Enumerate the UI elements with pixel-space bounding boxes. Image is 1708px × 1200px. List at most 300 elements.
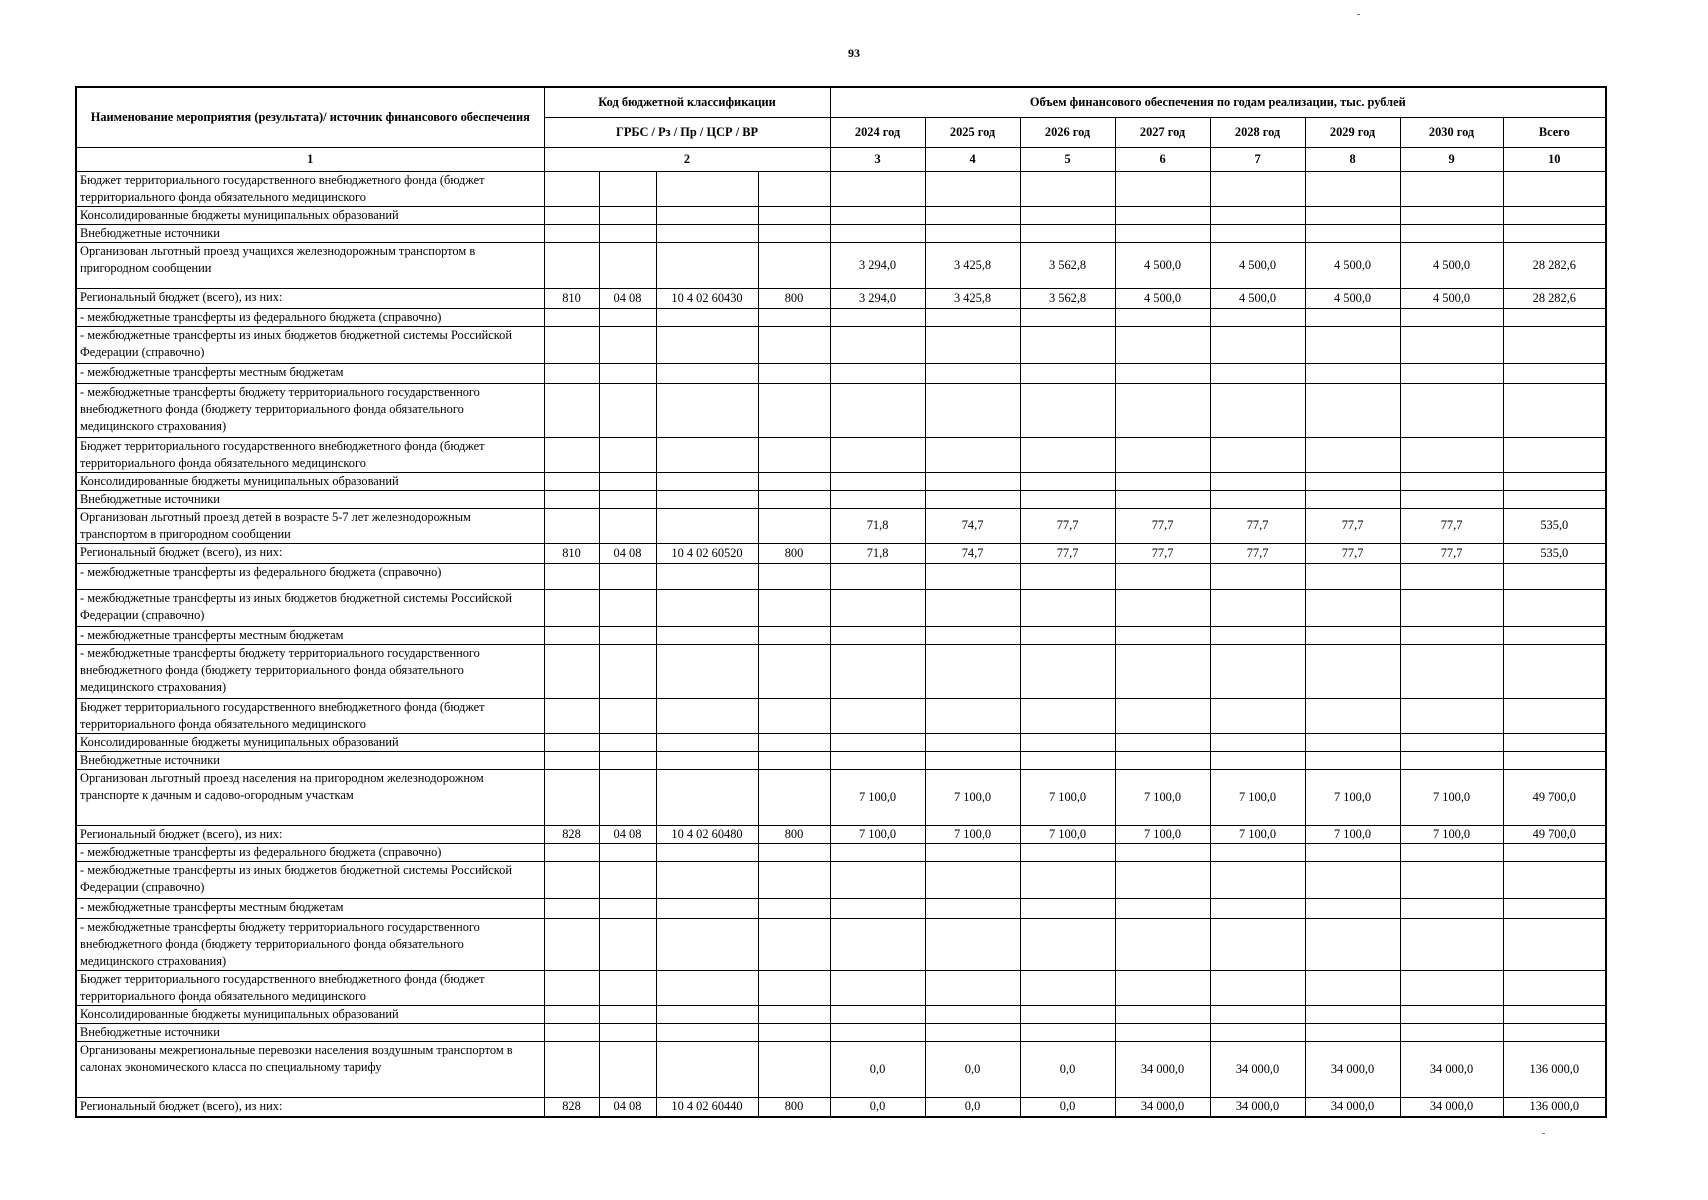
year-value-cell [830, 970, 925, 1005]
year-value-cell [1020, 472, 1115, 490]
total-cell [1503, 363, 1606, 383]
year-value-cell [830, 698, 925, 733]
column-number: 8 [1305, 147, 1400, 171]
year-value-cell: 3 425,8 [925, 242, 1020, 288]
year-value-cell [1400, 326, 1503, 363]
csr-code [656, 490, 758, 508]
row-name: Региональный бюджет (всего), из них: [76, 543, 544, 563]
year-value-cell: 77,7 [1305, 508, 1400, 543]
grbs-code [544, 508, 599, 543]
year-value-cell: 3 294,0 [830, 242, 925, 288]
csr-code [656, 472, 758, 490]
year-value-cell: 3 562,8 [1020, 242, 1115, 288]
year-value-cell [1400, 861, 1503, 898]
year-value-cell [1115, 326, 1210, 363]
year-value-cell [1305, 224, 1400, 242]
table-row [76, 861, 1606, 898]
grbs-code [544, 733, 599, 751]
csr-code [656, 308, 758, 326]
year-value-cell [1115, 626, 1210, 644]
year-value-cell: 74,7 [925, 508, 1020, 543]
total-cell [1503, 644, 1606, 698]
vr-code [758, 898, 830, 918]
year-value-cell: 0,0 [830, 1097, 925, 1117]
year-value-cell [1020, 751, 1115, 769]
vr-code [758, 918, 830, 970]
year-value-cell: 77,7 [1020, 508, 1115, 543]
grbs-code [544, 1041, 599, 1097]
grbs-code [544, 383, 599, 437]
total-cell [1503, 171, 1606, 206]
rz-pr-code [599, 1041, 656, 1097]
table-row [76, 363, 1606, 383]
grbs-code [544, 490, 599, 508]
rz-pr-code [599, 1005, 656, 1023]
year-value-cell [1020, 970, 1115, 1005]
year-value-cell [925, 970, 1020, 1005]
csr-code [656, 970, 758, 1005]
year-value-cell [1115, 733, 1210, 751]
year-value-cell [830, 589, 925, 626]
year-value-cell: 0,0 [830, 1041, 925, 1097]
year-value-cell [925, 1023, 1020, 1041]
year-value-cell: 7 100,0 [1400, 825, 1503, 843]
total-cell [1503, 751, 1606, 769]
table-row [76, 698, 1606, 733]
header-row-1 [76, 87, 1606, 117]
year-value-cell [1400, 1023, 1503, 1041]
year-value-cell: 4 500,0 [1305, 242, 1400, 288]
grbs-code [544, 206, 599, 224]
column-number: 7 [1210, 147, 1305, 171]
row-name: - межбюджетные трансферты бюджету территориального государственного внебюджетного фонда (бюджету территориального фонда обязательного медицинского страхования) [76, 644, 544, 698]
year-value-cell [925, 490, 1020, 508]
year-value-cell [830, 843, 925, 861]
year-value-cell [1020, 1005, 1115, 1023]
year-value-cell: 7 100,0 [1210, 825, 1305, 843]
grbs-code [544, 1005, 599, 1023]
year-value-cell [1210, 1005, 1305, 1023]
vr-code [758, 508, 830, 543]
year-value-cell: 7 100,0 [925, 769, 1020, 825]
table-row [76, 242, 1606, 288]
year-value-cell [1210, 363, 1305, 383]
total-cell: 28 282,6 [1503, 242, 1606, 288]
grbs-code [544, 326, 599, 363]
total-cell: 49 700,0 [1503, 769, 1606, 825]
grbs-code [544, 898, 599, 918]
table-row [76, 383, 1606, 437]
rz-pr-code [599, 224, 656, 242]
rz-pr-code [599, 626, 656, 644]
year-value-cell [1305, 626, 1400, 644]
vr-code: 800 [758, 288, 830, 308]
rz-pr-code: 04 08 [599, 1097, 656, 1117]
year-value-cell [1115, 970, 1210, 1005]
csr-code: 10 4 02 60520 [656, 543, 758, 563]
vr-code [758, 644, 830, 698]
rz-pr-code [599, 363, 656, 383]
grbs-code [544, 861, 599, 898]
year-value-cell: 34 000,0 [1115, 1097, 1210, 1117]
year-value-cell [1020, 626, 1115, 644]
row-name: - межбюджетные трансферты местным бюджетам [76, 363, 544, 383]
header-year: 2027 год [1115, 117, 1210, 147]
year-value-cell [1115, 898, 1210, 918]
year-value-cell [1115, 363, 1210, 383]
year-value-cell [1400, 490, 1503, 508]
rz-pr-code [599, 861, 656, 898]
csr-code: 10 4 02 60480 [656, 825, 758, 843]
rz-pr-code [599, 751, 656, 769]
grbs-code [544, 472, 599, 490]
table-row [76, 825, 1606, 843]
row-name: - межбюджетные трансферты из федерального бюджета (справочно) [76, 308, 544, 326]
year-value-cell [925, 563, 1020, 589]
year-value-cell: 34 000,0 [1305, 1041, 1400, 1097]
grbs-code: 810 [544, 543, 599, 563]
year-value-cell [1400, 626, 1503, 644]
year-value-cell [1400, 589, 1503, 626]
row-name: Бюджет территориального государственного внебюджетного фонда (бюджет территориального фонда обязательного медицинского [76, 171, 544, 206]
year-value-cell: 7 100,0 [830, 769, 925, 825]
column-number: 10 [1503, 147, 1606, 171]
table-row [76, 589, 1606, 626]
year-value-cell [925, 383, 1020, 437]
vr-code [758, 171, 830, 206]
csr-code [656, 1005, 758, 1023]
year-value-cell [1020, 383, 1115, 437]
year-value-cell [1210, 626, 1305, 644]
table-row [76, 751, 1606, 769]
grbs-code [544, 970, 599, 1005]
year-value-cell: 34 000,0 [1210, 1041, 1305, 1097]
year-value-cell: 71,8 [830, 508, 925, 543]
grbs-code: 828 [544, 825, 599, 843]
year-value-cell [1020, 918, 1115, 970]
year-value-cell [1305, 589, 1400, 626]
year-value-cell [830, 626, 925, 644]
rz-pr-code [599, 843, 656, 861]
year-value-cell [1210, 644, 1305, 698]
year-value-cell: 7 100,0 [1305, 825, 1400, 843]
year-value-cell: 7 100,0 [1400, 769, 1503, 825]
year-value-cell: 7 100,0 [1305, 769, 1400, 825]
rz-pr-code [599, 308, 656, 326]
rz-pr-code [599, 644, 656, 698]
year-value-cell [1115, 563, 1210, 589]
grbs-code [544, 437, 599, 472]
csr-code [656, 206, 758, 224]
year-value-cell [1020, 861, 1115, 898]
year-value-cell [1400, 224, 1503, 242]
table-row [76, 206, 1606, 224]
year-value-cell: 34 000,0 [1115, 1041, 1210, 1097]
header-row-numbers [76, 147, 1606, 171]
rz-pr-code [599, 563, 656, 589]
year-value-cell [925, 918, 1020, 970]
vr-code [758, 698, 830, 733]
year-value-cell [1305, 437, 1400, 472]
table-row [76, 326, 1606, 363]
row-name: Бюджет территориального государственного внебюджетного фонда (бюджет территориального фонда обязательного медицинского [76, 970, 544, 1005]
csr-code [656, 589, 758, 626]
year-value-cell: 77,7 [1400, 508, 1503, 543]
year-value-cell [1020, 437, 1115, 472]
total-cell: 535,0 [1503, 508, 1606, 543]
total-cell [1503, 437, 1606, 472]
year-value-cell [1115, 589, 1210, 626]
total-cell [1503, 1005, 1606, 1023]
year-value-cell: 77,7 [1210, 543, 1305, 563]
year-value-cell [830, 898, 925, 918]
csr-code [656, 698, 758, 733]
year-value-cell [1210, 970, 1305, 1005]
row-name: - межбюджетные трансферты из иных бюджетов бюджетной системы Российской Федерации (справочно) [76, 589, 544, 626]
total-cell: 136 000,0 [1503, 1097, 1606, 1117]
header-year: 2025 год [925, 117, 1020, 147]
year-value-cell [925, 363, 1020, 383]
year-value-cell [1400, 1005, 1503, 1023]
rz-pr-code: 04 08 [599, 288, 656, 308]
year-value-cell [1305, 898, 1400, 918]
year-value-cell [1305, 644, 1400, 698]
csr-code [656, 733, 758, 751]
csr-code: 10 4 02 60440 [656, 1097, 758, 1117]
year-value-cell [1400, 751, 1503, 769]
header-year: 2030 год [1400, 117, 1503, 147]
table-row [76, 171, 1606, 206]
year-value-cell: 0,0 [1020, 1097, 1115, 1117]
vr-code [758, 206, 830, 224]
row-name: Бюджет территориального государственного внебюджетного фонда (бюджет территориального фонда обязательного медицинского [76, 437, 544, 472]
year-value-cell: 3 425,8 [925, 288, 1020, 308]
year-value-cell [1020, 363, 1115, 383]
table-row [76, 733, 1606, 751]
year-value-cell [1115, 224, 1210, 242]
vr-code [758, 308, 830, 326]
table-row [76, 288, 1606, 308]
grbs-code [544, 1023, 599, 1041]
year-value-cell [1210, 751, 1305, 769]
year-value-cell [1020, 589, 1115, 626]
vr-code [758, 437, 830, 472]
year-value-cell [830, 206, 925, 224]
year-value-cell [1400, 171, 1503, 206]
csr-code [656, 861, 758, 898]
column-number: 5 [1020, 147, 1115, 171]
year-value-cell: 77,7 [1115, 543, 1210, 563]
column-number: 2 [544, 147, 830, 171]
rz-pr-code [599, 472, 656, 490]
rz-pr-code [599, 490, 656, 508]
year-value-cell [1210, 437, 1305, 472]
total-cell: 28 282,6 [1503, 288, 1606, 308]
grbs-code [544, 843, 599, 861]
year-value-cell [1020, 644, 1115, 698]
row-name: - межбюджетные трансферты бюджету территориального государственного внебюджетного фонда (бюджету территориального фонда обязательного медицинского страхования) [76, 383, 544, 437]
vr-code [758, 363, 830, 383]
table-row [76, 843, 1606, 861]
rz-pr-code [599, 171, 656, 206]
column-number: 4 [925, 147, 1020, 171]
year-value-cell: 77,7 [1305, 543, 1400, 563]
year-value-cell [1115, 308, 1210, 326]
grbs-code [544, 224, 599, 242]
total-cell [1503, 206, 1606, 224]
year-value-cell: 0,0 [925, 1097, 1020, 1117]
year-value-cell [1305, 171, 1400, 206]
year-value-cell: 3 294,0 [830, 288, 925, 308]
row-name: - межбюджетные трансферты из иных бюджетов бюджетной системы Российской Федерации (справочно) [76, 326, 544, 363]
grbs-code: 810 [544, 288, 599, 308]
grbs-code [544, 589, 599, 626]
year-value-cell [830, 733, 925, 751]
year-value-cell [1115, 644, 1210, 698]
rz-pr-code [599, 437, 656, 472]
year-value-cell: 34 000,0 [1400, 1097, 1503, 1117]
csr-code [656, 242, 758, 288]
year-value-cell [1305, 308, 1400, 326]
year-value-cell [1400, 363, 1503, 383]
year-value-cell: 7 100,0 [1020, 769, 1115, 825]
grbs-code [544, 751, 599, 769]
year-value-cell [1020, 224, 1115, 242]
year-value-cell [1020, 698, 1115, 733]
total-cell [1503, 326, 1606, 363]
table-body [76, 171, 1606, 1117]
csr-code [656, 437, 758, 472]
table-row [76, 308, 1606, 326]
year-value-cell [1115, 698, 1210, 733]
table-row [76, 769, 1606, 825]
year-value-cell [1305, 490, 1400, 508]
grbs-code [544, 308, 599, 326]
grbs-code [544, 363, 599, 383]
year-value-cell [1020, 490, 1115, 508]
year-value-cell [830, 363, 925, 383]
csr-code [656, 644, 758, 698]
year-value-cell [830, 308, 925, 326]
year-value-cell: 34 000,0 [1210, 1097, 1305, 1117]
header-volume-group: Объем финансового обеспечения по годам реализации, тыс. рублей [830, 87, 1606, 117]
row-name: Региональный бюджет (всего), из них: [76, 1097, 544, 1117]
year-value-cell [1305, 918, 1400, 970]
vr-code [758, 1041, 830, 1097]
year-value-cell [830, 563, 925, 589]
total-cell [1503, 843, 1606, 861]
year-value-cell: 7 100,0 [1115, 825, 1210, 843]
year-value-cell [1020, 171, 1115, 206]
year-value-cell [1400, 733, 1503, 751]
vr-code [758, 751, 830, 769]
row-name: - межбюджетные трансферты местным бюджетам [76, 626, 544, 644]
year-value-cell [1305, 363, 1400, 383]
vr-code [758, 970, 830, 1005]
year-value-cell [1210, 589, 1305, 626]
vr-code [758, 843, 830, 861]
year-value-cell [1020, 898, 1115, 918]
vr-code: 800 [758, 1097, 830, 1117]
year-value-cell [925, 437, 1020, 472]
page-number: 93 [848, 46, 860, 60]
year-value-cell [1210, 308, 1305, 326]
year-value-cell [830, 472, 925, 490]
year-value-cell [830, 383, 925, 437]
column-number: 3 [830, 147, 925, 171]
vr-code [758, 733, 830, 751]
csr-code [656, 363, 758, 383]
csr-code [656, 383, 758, 437]
year-value-cell: 77,7 [1115, 508, 1210, 543]
row-name: Региональный бюджет (всего), из них: [76, 288, 544, 308]
year-value-cell [1020, 733, 1115, 751]
csr-code [656, 918, 758, 970]
csr-code [656, 1023, 758, 1041]
grbs-code [544, 563, 599, 589]
year-value-cell: 77,7 [1210, 508, 1305, 543]
year-value-cell [1115, 751, 1210, 769]
year-value-cell: 74,7 [925, 543, 1020, 563]
header-year: 2028 год [1210, 117, 1305, 147]
vr-code [758, 769, 830, 825]
year-value-cell: 7 100,0 [925, 825, 1020, 843]
rz-pr-code [599, 206, 656, 224]
grbs-code [544, 769, 599, 825]
row-name: - межбюджетные трансферты бюджету территориального государственного внебюджетного фонда (бюджету территориального фонда обязательного медицинского страхования) [76, 918, 544, 970]
header-total: Всего [1503, 117, 1606, 147]
year-value-cell: 4 500,0 [1400, 242, 1503, 288]
year-value-cell [1210, 918, 1305, 970]
row-name: Внебюджетные источники [76, 224, 544, 242]
total-cell [1503, 472, 1606, 490]
year-value-cell: 71,8 [830, 543, 925, 563]
header-code-group: Код бюджетной классификации [544, 87, 830, 117]
total-cell [1503, 733, 1606, 751]
rz-pr-code [599, 733, 656, 751]
year-value-cell [1115, 171, 1210, 206]
year-value-cell [1210, 472, 1305, 490]
total-cell: 136 000,0 [1503, 1041, 1606, 1097]
total-cell [1503, 589, 1606, 626]
csr-code [656, 1041, 758, 1097]
row-name: Консолидированные бюджеты муниципальных образований [76, 472, 544, 490]
year-value-cell [1115, 206, 1210, 224]
year-value-cell [1400, 383, 1503, 437]
row-name: - межбюджетные трансферты из федерального бюджета (справочно) [76, 563, 544, 589]
year-value-cell: 4 500,0 [1305, 288, 1400, 308]
header-year: 2029 год [1305, 117, 1400, 147]
year-value-cell [830, 1005, 925, 1023]
vr-code [758, 242, 830, 288]
total-cell: 49 700,0 [1503, 825, 1606, 843]
csr-code [656, 224, 758, 242]
year-value-cell [830, 437, 925, 472]
grbs-code: 828 [544, 1097, 599, 1117]
year-value-cell [925, 472, 1020, 490]
table-row [76, 918, 1606, 970]
total-cell [1503, 861, 1606, 898]
header-code-sub: ГРБС / Рз / Пр / ЦСР / ВР [544, 117, 830, 147]
year-value-cell [1305, 733, 1400, 751]
row-name: Внебюджетные источники [76, 751, 544, 769]
header-name: Наименование мероприятия (результата)/ источник финансового обеспечения [76, 87, 544, 147]
table-row [76, 563, 1606, 589]
table-row [76, 508, 1606, 543]
year-value-cell [830, 861, 925, 898]
year-value-cell [1400, 918, 1503, 970]
grbs-code [544, 698, 599, 733]
